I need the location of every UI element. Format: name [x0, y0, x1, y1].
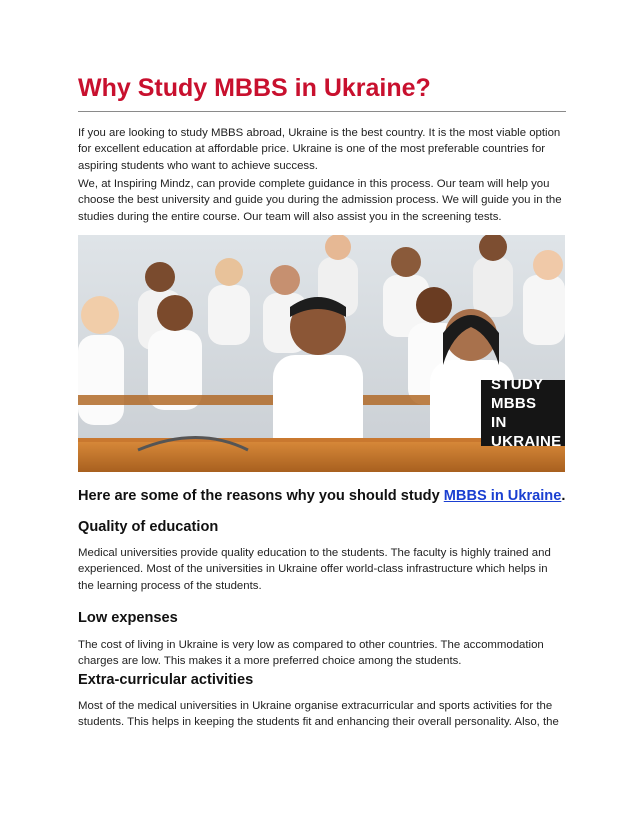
intro-paragraph-1: If you are looking to study MBBS abroad, Ukraine is the best country. It is the most viable option for excellent education at affordable price. Ukraine is one of the most preferable countries for aspiring students who want to achieve success. — [78, 127, 561, 172]
intro-paragraph-2: We, at Inspiring Mindz, can provide complete guidance in this process. Our team will help you choose the best university and guide you during the admission process. We will guide you in the studies during the entire course. Our team will also assist you in the screening tests. — [78, 178, 562, 223]
section-text-quality: Medical universities provide quality education to the students. The faculty is highly trained and experienced. Most of the universities in Ukraine offer world-class infrastructure which helps in the learning process of the students. — [78, 547, 551, 592]
section-text-low-expenses: The cost of living in Ukraine is very low as compared to other countries. The accommodation charges are low. This makes it a more preferred choice among the students. — [78, 639, 544, 668]
section-text-extracurricular: Most of the medical universities in Ukraine organise extracurricular and sports activities for the students. This helps in keeping the students fit and enhancing their overall personality. Also, the — [78, 700, 559, 729]
students-photo — [78, 235, 565, 472]
reasons-heading — [78, 488, 565, 504]
study-mbbs-badge — [481, 376, 565, 450]
reasons-heading-text: Here are some of the reasons why you should study — [78, 488, 444, 504]
reasons-heading-period: . — [561, 488, 566, 504]
title-divider — [78, 111, 566, 112]
page-title: Why Study MBBS in Ukraine? — [78, 74, 431, 102]
section-heading-extracurricular: Extra-curricular activities — [78, 672, 254, 688]
section-heading-quality: Quality of education — [78, 519, 219, 535]
badge-line-1: STUDY MBBS — [491, 376, 544, 412]
badge-line-2: IN UKRAINE — [491, 414, 562, 450]
mbbs-ukraine-link[interactable]: MBBS in Ukraine — [443, 488, 562, 504]
section-heading-low-expenses: Low expenses — [78, 610, 178, 626]
